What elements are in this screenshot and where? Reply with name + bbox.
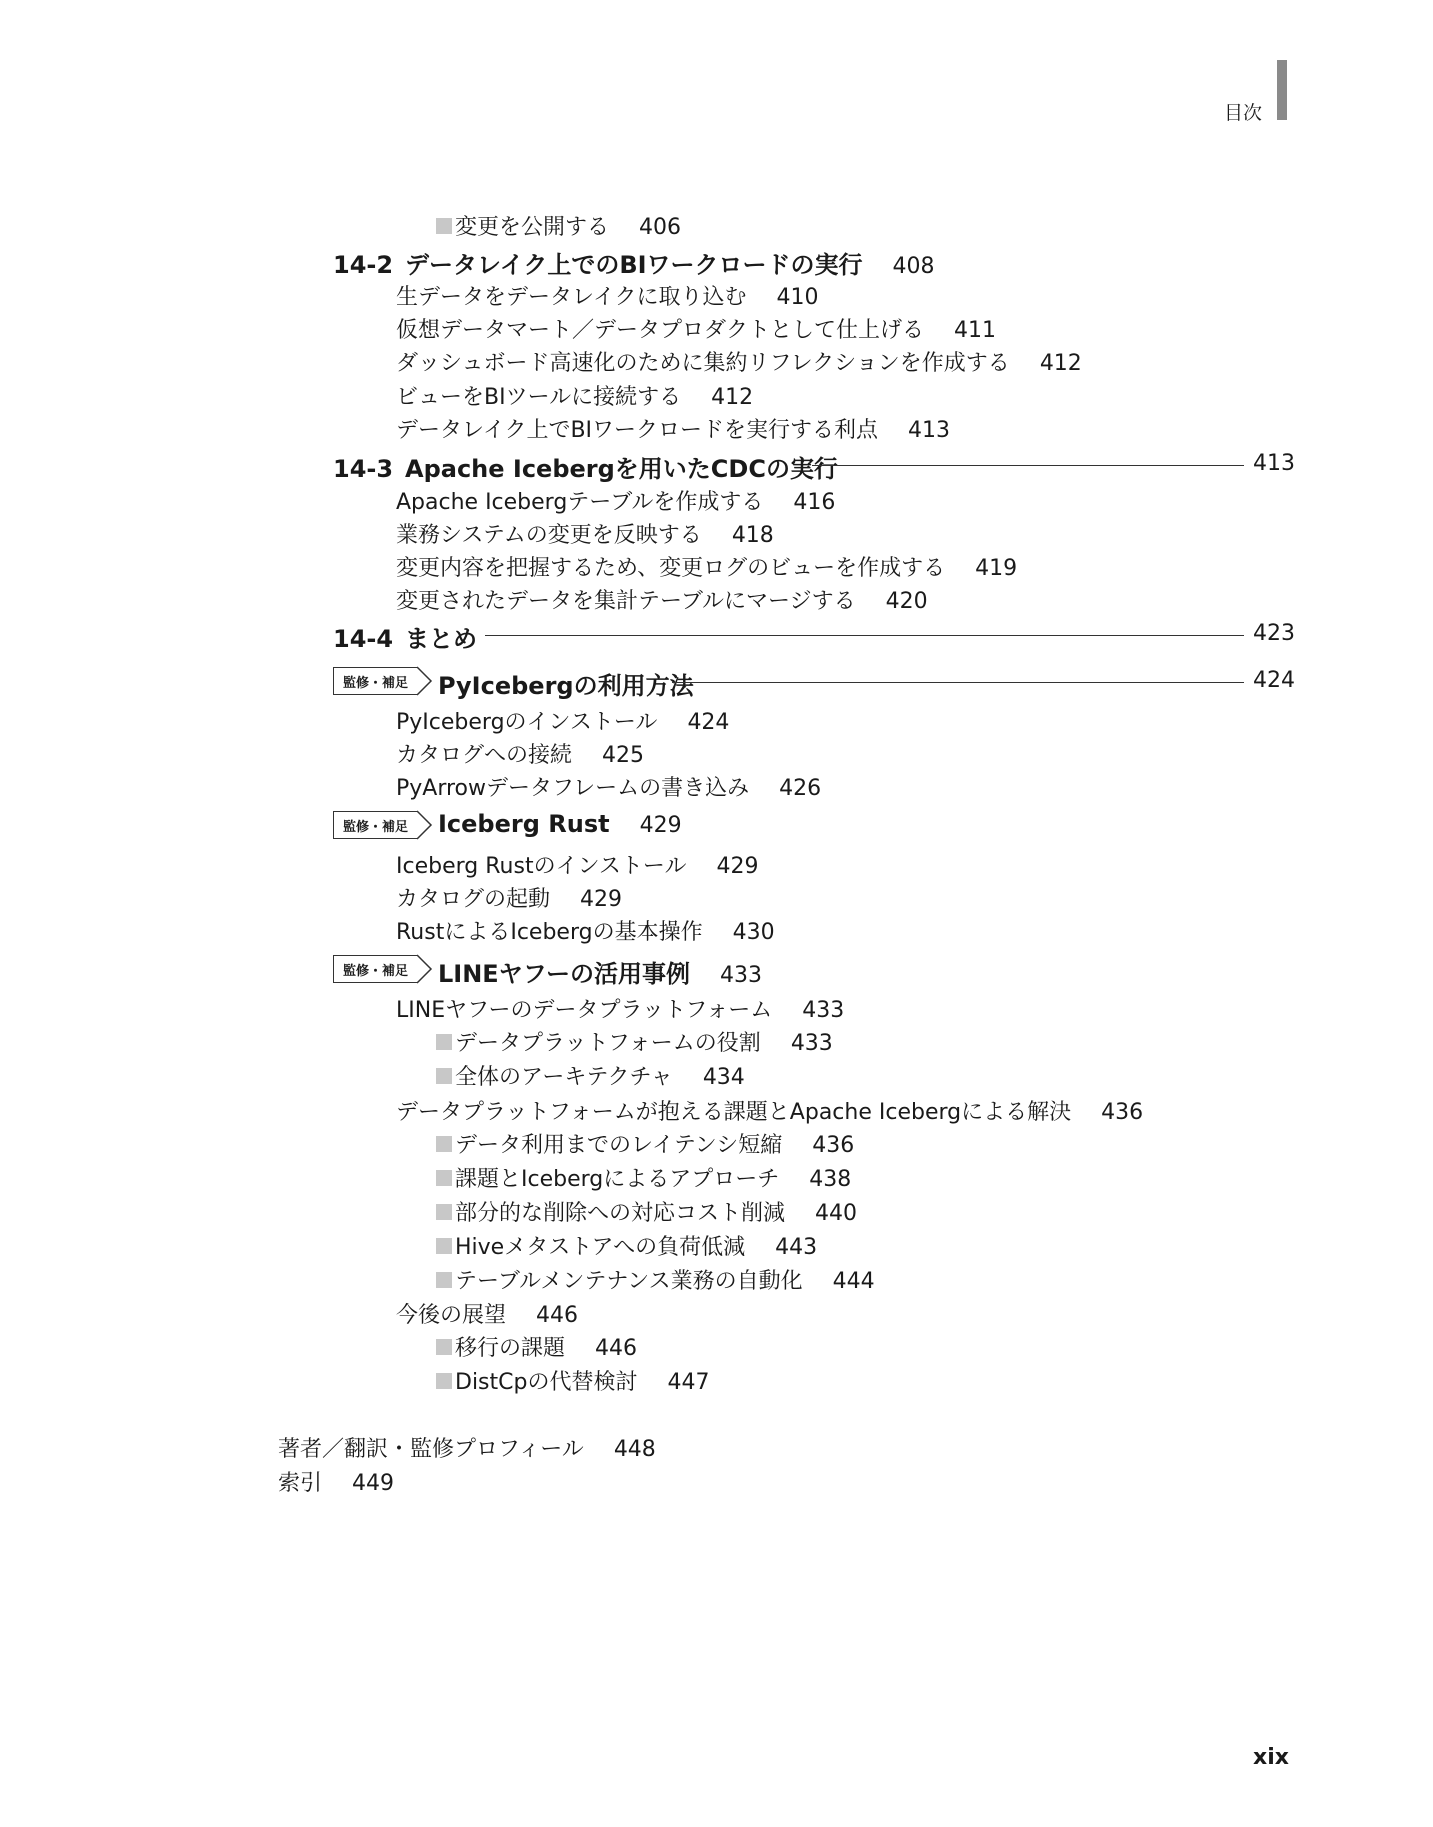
toc-entry-l2[interactable] <box>396 849 758 880</box>
entry-page: 433 <box>802 998 845 1023</box>
entry-page: 412 <box>1039 351 1082 376</box>
toc-entry-l2[interactable] <box>396 346 1082 377</box>
entry-page: 448 <box>613 1437 656 1462</box>
toc-entry-l2[interactable] <box>396 915 775 946</box>
entry-title: 生データをデータレイクに取り込む <box>396 285 747 310</box>
section-number: 14-2 <box>333 251 394 279</box>
entry-title: 今後の展望 <box>396 1303 507 1328</box>
section-page: 413 <box>1253 451 1295 476</box>
tag-arrow-icon <box>417 810 435 840</box>
toc-entry-l2[interactable] <box>396 993 844 1024</box>
entry-page: 419 <box>975 556 1018 581</box>
entry-title: 変更されたデータを集計テーブルにマージする <box>396 589 856 614</box>
section-title: まとめ <box>405 625 477 653</box>
entry-page: 420 <box>885 589 928 614</box>
bullet-square-icon <box>436 1373 452 1389</box>
entry-page: 429 <box>580 887 623 912</box>
toc-entry-l2[interactable] <box>396 313 996 344</box>
tag-arrow-icon <box>417 954 435 984</box>
entry-page: 410 <box>776 285 819 310</box>
toc-entry-l2[interactable] <box>396 380 753 411</box>
entry-page: 449 <box>352 1471 395 1496</box>
section-title: データレイク上でのBIワークロードの実行 <box>405 251 863 279</box>
dot-leader <box>672 682 1244 683</box>
section-title: Iceberg Rust <box>438 810 610 838</box>
entry-page: 446 <box>536 1303 579 1328</box>
entry-page: 446 <box>595 1336 638 1361</box>
supplement-tag: 監修・補足 <box>333 811 417 839</box>
toc-section[interactable] <box>438 954 762 989</box>
toc-section[interactable] <box>438 666 694 701</box>
entry-title: 索引 <box>278 1471 323 1496</box>
running-header: 目次 <box>1224 102 1263 124</box>
toc-entry-l2[interactable] <box>396 584 928 615</box>
bullet-square-icon <box>436 1170 452 1186</box>
entry-page: 447 <box>667 1370 710 1395</box>
dot-leader <box>812 465 1244 466</box>
toc-entry-l2[interactable] <box>396 1298 578 1329</box>
toc-section[interactable] <box>333 245 935 280</box>
entry-title: PyArrowデータフレームの書き込み <box>396 776 750 801</box>
toc-section[interactable] <box>333 619 477 654</box>
entry-title: DistCpの代替検討 <box>455 1370 638 1395</box>
entry-title: データレイク上でBIワークロードを実行する利点 <box>396 418 879 443</box>
bullet-square-icon <box>436 218 452 234</box>
entry-page: 424 <box>687 710 730 735</box>
entry-page: 438 <box>809 1167 852 1192</box>
entry-title: LINEヤフーのデータプラットフォーム <box>396 998 773 1023</box>
section-page: 424 <box>1253 668 1295 693</box>
entry-title: Apache Icebergテーブルを作成する <box>396 490 764 515</box>
toc-section[interactable] <box>333 449 838 484</box>
entry-title: 著者／翻訳・監修プロフィール <box>278 1437 584 1462</box>
entry-title: カタログの起動 <box>396 887 551 912</box>
toc-entry-l1[interactable] <box>278 1466 394 1497</box>
entry-title: 課題とIcebergによるアプローチ <box>455 1167 780 1192</box>
entry-page: 411 <box>954 318 997 343</box>
toc-entry-l3[interactable] <box>436 1331 637 1362</box>
section-page: 429 <box>639 813 682 838</box>
entry-page: 436 <box>1101 1100 1144 1125</box>
entry-title: 移行の課題 <box>455 1336 566 1361</box>
bullet-square-icon <box>436 1339 452 1355</box>
toc-entry-l2[interactable] <box>396 738 644 769</box>
toc-entry-l2[interactable] <box>396 413 950 444</box>
bullet-square-icon <box>436 1272 452 1288</box>
section-title: PyIcebergの利用方法 <box>438 672 694 700</box>
entry-page: 436 <box>812 1133 855 1158</box>
toc-entry-l3[interactable] <box>436 1196 857 1227</box>
header-bar <box>1277 60 1287 120</box>
toc-entry-l2[interactable] <box>396 551 1017 582</box>
entry-title: 部分的な削除への対応コスト削減 <box>455 1201 786 1226</box>
section-page: 408 <box>892 254 935 279</box>
entry-title: ビューをBIツールに接続する <box>396 385 682 410</box>
section-number: 14-3 <box>333 455 394 483</box>
section-page: 433 <box>719 963 762 988</box>
entry-page: 412 <box>711 385 754 410</box>
entry-title: Iceberg Rustのインストール <box>396 854 687 879</box>
toc-entry-l3[interactable] <box>436 1264 875 1295</box>
toc-entry-l3[interactable] <box>436 1162 851 1193</box>
toc-entry-l1[interactable] <box>278 1432 656 1463</box>
tag-arrow-icon <box>417 666 435 696</box>
bullet-square-icon <box>436 1238 452 1254</box>
toc-entry-l2[interactable] <box>396 1095 1143 1126</box>
entry-page: 433 <box>790 1031 833 1056</box>
bullet-square-icon <box>436 1136 452 1152</box>
bullet-square-icon <box>436 1068 452 1084</box>
section-title: Apache Icebergを用いたCDCの実行 <box>405 455 838 483</box>
entry-title: 変更内容を把握するため、変更ログのビューを作成する <box>396 556 946 581</box>
supplement-tag: 監修・補足 <box>333 955 417 983</box>
toc-entry-l3[interactable] <box>436 1060 745 1091</box>
entry-page: 426 <box>779 776 822 801</box>
entry-title: 仮想データマート／データプロダクトとして仕上げる <box>396 318 925 343</box>
page-number: xix <box>1253 1745 1289 1770</box>
section-title: LINEヤフーの活用事例 <box>438 960 690 988</box>
entry-title: 全体のアーキテクチャ <box>455 1065 673 1090</box>
entry-title: データプラットフォームの役割 <box>455 1031 761 1056</box>
toc-entry-l2[interactable] <box>396 705 729 736</box>
bullet-square-icon <box>436 1204 452 1220</box>
entry-page: 413 <box>908 418 951 443</box>
entry-title: データプラットフォームが抱える課題とApache Icebergによる解決 <box>396 1100 1072 1125</box>
entry-title: 業務システムの変更を反映する <box>396 523 702 548</box>
toc-entry-l3[interactable] <box>436 1128 854 1159</box>
toc-entry-l3[interactable] <box>436 1026 833 1057</box>
section-page: 423 <box>1253 621 1295 646</box>
dot-leader <box>485 635 1244 636</box>
toc-entry-l2[interactable] <box>396 882 622 913</box>
entry-page: 430 <box>732 920 775 945</box>
toc-entry-l2[interactable] <box>396 771 821 802</box>
entry-title: 変更を公開する <box>455 215 610 240</box>
entry-page: 429 <box>716 854 759 879</box>
toc-section[interactable] <box>438 810 682 838</box>
entry-page: 406 <box>639 215 682 240</box>
entry-title: PyIcebergのインストール <box>396 710 658 735</box>
bullet-square-icon <box>436 1034 452 1050</box>
toc-entry-l2[interactable] <box>396 518 774 549</box>
toc-entry-l2[interactable] <box>396 485 835 516</box>
entry-page: 425 <box>602 743 645 768</box>
entry-title: データ利用までのレイテンシ短縮 <box>455 1133 783 1158</box>
entry-title: Hiveメタストアへの負荷低減 <box>455 1235 746 1260</box>
entry-title: ダッシュボード高速化のために集約リフレクションを作成する <box>396 351 1010 376</box>
entry-title: カタログへの接続 <box>396 743 573 768</box>
supplement-tag: 監修・補足 <box>333 667 417 695</box>
entry-page: 418 <box>731 523 774 548</box>
entry-page: 416 <box>793 490 836 515</box>
entry-title: RustによるIcebergの基本操作 <box>396 920 703 945</box>
toc-entry-l3[interactable] <box>436 210 681 241</box>
entry-page: 444 <box>832 1269 875 1294</box>
toc-entry-l2[interactable] <box>396 280 818 311</box>
entry-title: テーブルメンテナンス業務の自動化 <box>455 1269 803 1294</box>
entry-page: 440 <box>815 1201 858 1226</box>
section-number: 14-4 <box>333 625 394 653</box>
toc-entry-l3[interactable] <box>436 1230 817 1261</box>
toc-entry-l3[interactable] <box>436 1365 709 1396</box>
entry-page: 434 <box>702 1065 745 1090</box>
entry-page: 443 <box>775 1235 818 1260</box>
